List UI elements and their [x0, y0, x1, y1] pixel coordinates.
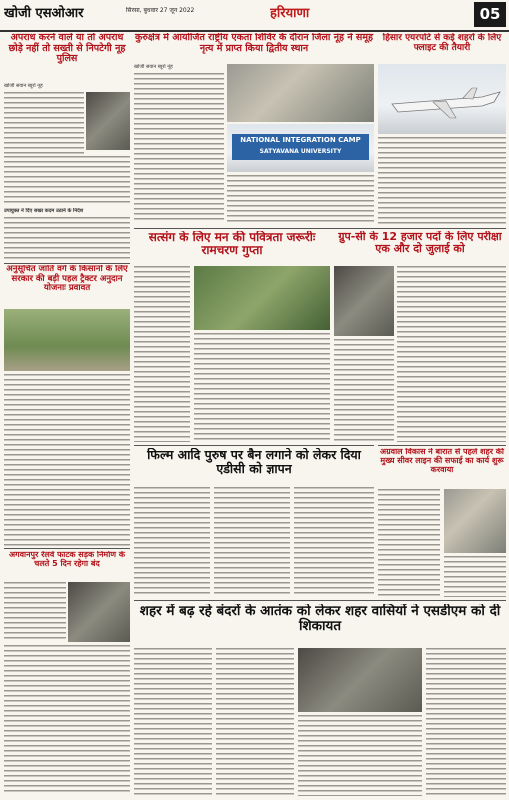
police-warning-body-2	[4, 217, 130, 261]
divider	[134, 445, 374, 446]
tractor-photo	[4, 309, 130, 371]
group-c-body-2	[334, 339, 394, 442]
police-warning-headline: अपराध करने वाले या तो अपराध छोड़े नहीं तो सख्ती से निपटेगी नूह पुलिस	[8, 33, 126, 65]
tractor-scheme-headline: अनुसूचित जाति वर्ग के किसानों के लिए सरकार की बड़ी पहल ट्रैक्टर अनुदान योजनाः प्रवावत	[6, 265, 128, 294]
adipurush-body-b	[214, 487, 290, 597]
rashtriya-ekta-body	[134, 73, 224, 223]
monkeys-body-a	[134, 648, 212, 796]
railway-gate-headline: अगवानपुर रेलवे फाटक सड़क निर्माण के चलते 5 दिन रहेगा बंद	[8, 551, 125, 568]
airport-body	[378, 137, 506, 225]
ceremony-photo	[227, 64, 374, 122]
group-c-headline: ग्रुप-सी के 12 हजार पदों के लिए परीक्षा एक और दो जुलाई को	[338, 231, 502, 256]
newspaper-brand: खोजी एसओआर	[4, 6, 84, 21]
satsang-headline: सत्संग के लिए मन की पवित्रता जरूरीः रामचरण गुप्ता	[148, 231, 316, 258]
satsang-body-b	[194, 333, 330, 442]
railway-gate-body	[4, 645, 130, 795]
monkeys-body-b	[216, 648, 294, 796]
page-number: 05	[474, 2, 506, 27]
divider	[378, 445, 506, 446]
divider	[134, 228, 506, 229]
tractor-scheme-body	[4, 374, 130, 546]
barat-photo	[444, 489, 506, 553]
railway-gate-body-a	[4, 582, 66, 642]
airplane-icon	[378, 64, 506, 134]
barat-body-b	[444, 556, 506, 597]
satsang-photo	[194, 266, 330, 330]
police-warning-body	[4, 156, 130, 206]
monkeys-body-c	[298, 715, 422, 796]
rashtriya-ekta-headline: कुरुक्षेत्र में आयोजित राष्ट्रीय एकता शिविर के दौरान जिला नूंह ने समूह नृत्य में प्राप्त किया द्वितीय स्थान	[134, 33, 374, 54]
divider	[4, 263, 130, 264]
airport-headline: हिसार एयरपोर्ट से कई शहरों के लिए फ्लाइट की तैयारी	[382, 33, 502, 54]
adipurush-body-a	[134, 487, 210, 597]
section-title: हरियाणा	[270, 6, 310, 21]
adipurush-headline: फिल्म आदि पुरुष पर बैन लगाने को लेकर दिया एडीसी को ज्ञापन	[147, 448, 361, 476]
group-c-photo	[334, 266, 394, 336]
divider	[134, 600, 506, 601]
railway-gate-photo	[68, 582, 130, 642]
police-warning-body-top	[4, 92, 84, 154]
officer-photo	[86, 92, 130, 150]
airplane-photo	[378, 64, 506, 134]
satsang-body-a	[134, 266, 190, 442]
police-warning-subhead: उपायुक्त ने दिए सख्त कदम उठाने के निर्देश	[4, 208, 84, 214]
monkeys-body-d	[426, 648, 506, 796]
adipurush-body-c	[294, 487, 374, 597]
divider	[4, 548, 130, 549]
banner-line-1: NATIONAL INTEGRATION CAMP	[240, 136, 361, 144]
police-warning-dateline: खोजी सवान ब्यूरो नूह	[4, 83, 43, 89]
barat-body-a	[378, 489, 440, 597]
monkeys-headline: शहर में बढ़ रहे बंदरों के आतंक को लेकर शहर वासियों ने एसडीएम को दी शिकायत	[139, 604, 501, 635]
banner-line-2: SATYAVANA UNIVERSITY	[259, 148, 342, 155]
group-c-body	[397, 266, 506, 442]
monkeys-photo	[298, 648, 422, 712]
rashtriya-ekta-dateline: खोजी सवान ब्यूरो नूंह	[134, 64, 173, 70]
issue-dateline: सिरसा, बुधवार 27 जून 2022	[126, 7, 195, 14]
rashtriya-ekta-body-2	[227, 175, 374, 225]
barat-headline: अग्रवाल विकास ने बारात से पहले शहर की मुख्य सीवर लाइन की सफाई का कार्य शुरू करवाया	[380, 448, 504, 474]
